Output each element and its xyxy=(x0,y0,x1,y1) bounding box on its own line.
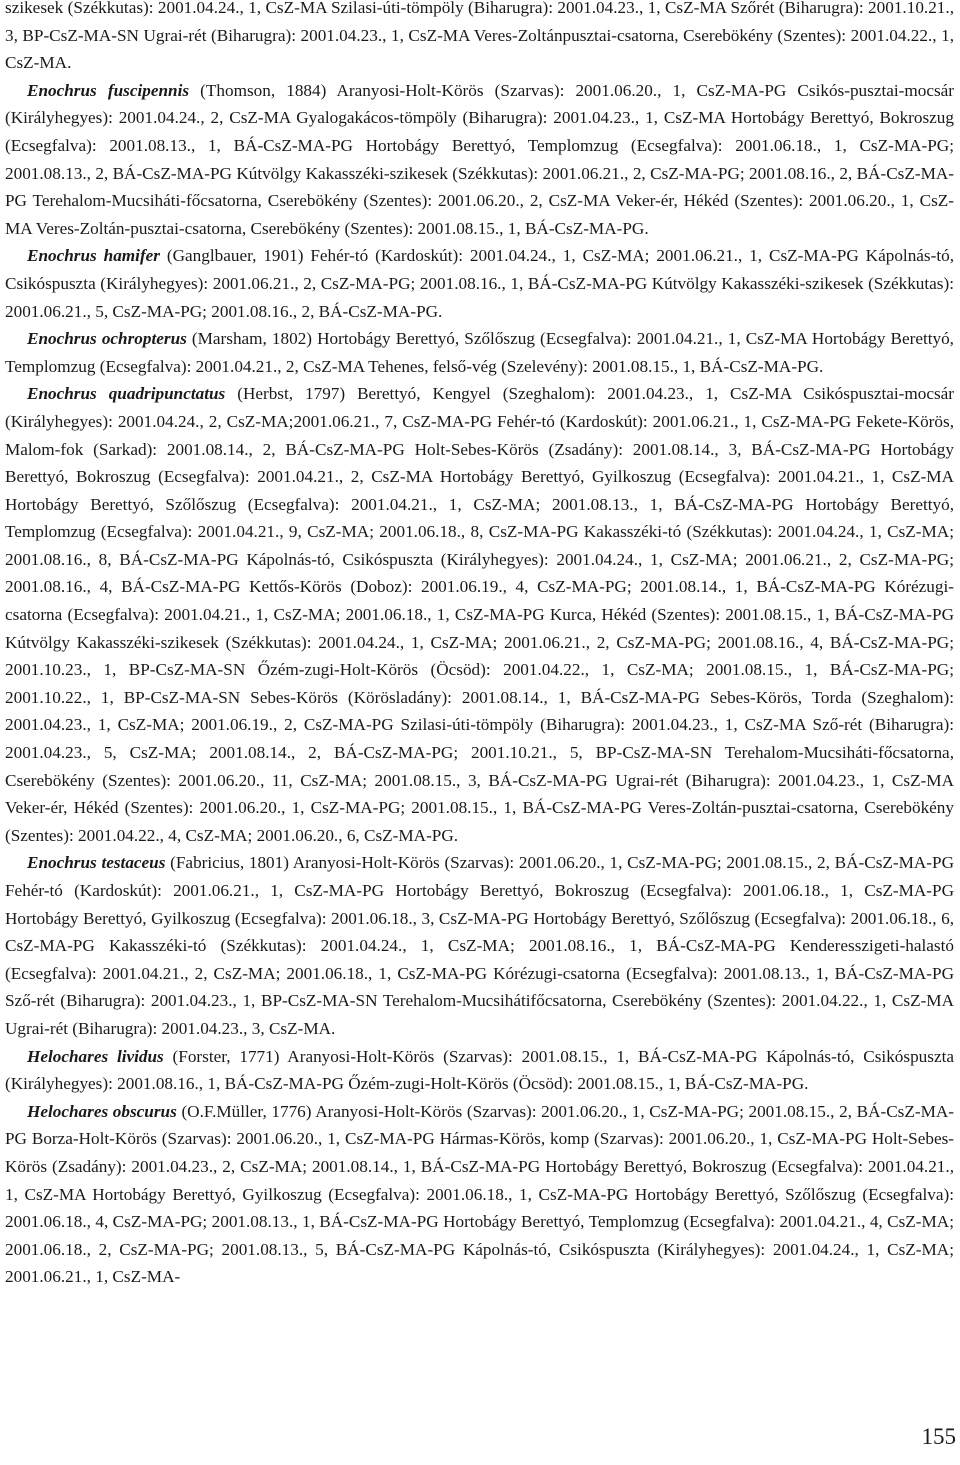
paragraph-helochares-lividus xyxy=(5,1043,954,1098)
paragraph-enochrus-testaceus xyxy=(5,849,954,1042)
species-name: Enochrus ochropterus xyxy=(27,329,187,349)
species-name: Enochrus testaceus xyxy=(27,853,166,873)
species-name: Enochrus quadripunctatus xyxy=(27,384,226,404)
paragraph-text: (Ganglbauer, 1901) Fehér-tó (Kardoskút): 2001.04.24., 1, CsZ-MA; 2001.06.21., 1, CsZ-MA-PG Kápolnás-tó, Csikóspuszta (Királyhegyes): 2001.06.21., 2, CsZ-MA-PG; 2001.08.16., 1, BÁ-CsZ-MA-PG Kútvölgy Kakasszéki-szikesek (Székkutas): 2001.06.21., 5, CsZ-MA-PG; 2001.08.16., 2, BÁ-CsZ-MA-PG. xyxy=(5,246,954,321)
paragraph-enochrus-fuscipennis xyxy=(5,77,954,243)
paragraph-enochrus-quadripunctatus xyxy=(5,380,954,849)
species-name: Enochrus fuscipennis xyxy=(27,80,190,100)
paragraph-text: szikesek (Székkutas): 2001.04.24., 1, CsZ-MA Szilasi-úti-tömpöly (Biharugra): 2001.04.23., 1, CsZ-MA Szőrét (Biharugra): 2001.10.21., 3, BP-CsZ-MA-SN Ugrai-rét (Biharugra): 2001.04.23., 1, CsZ-MA Veres-Zoltánpusztai-csatorna, Cserebökény (Szentes): 2001.04.22., 1, CsZ-MA. xyxy=(5,0,954,73)
species-name: Helochares lividus xyxy=(27,1046,164,1066)
paragraph-text: (Thomson, 1884) Aranyosi-Holt-Körös (Szarvas): 2001.06.20., 1, CsZ-MA-PG Csikós-pusztai-mocsár (Királyhegyes): 2001.04.24., 2, CsZ-MA Gyalogakácos-tömpöly (Biharugra): 2001.04.23., 1, CsZ-MA Hortobágy Berettyó, Bokroszug (Ecsegfalva): 2001.08.13., 1, BÁ-CsZ-MA-PG Hortobágy Berettyó, Templomzug (Ecsegfalva): 2001.06.18., 1, CsZ-MA-PG; 2001.08.13., 2, BÁ-CsZ-MA-PG Kútvölgy Kakasszéki-szikesek (Székkutas): 2001.06.21., 2, CsZ-MA-PG; 2001.08.16., 2, BÁ-CsZ-MA-PG Terehalom-Mucsiháti-főcsatorna, Cserebökény (Szentes): 2001.06.20., 2, CsZ-MA Veker-ér, Hékéd (Szentes): 2001.06.20., 1, CsZ-MA Veres-Zoltán-pusztai-csatorna, Cserebökény (Szentes): 2001.08.15., 1, BÁ-CsZ-MA-PG. xyxy=(5,80,954,238)
page-number: 155 xyxy=(921,1424,956,1449)
paragraph-text: (O.F.Müller, 1776) Aranyosi-Holt-Körös (Szarvas): 2001.06.20., 1, CsZ-MA-PG; 2001.08.15., 2, BÁ-CsZ-MA-PG Borza-Holt-Körös (Szarvas): 2001.06.20., 1, CsZ-MA-PG Hármas-Körös, komp (Szarvas): 2001.06.20., 1, CsZ-MA-PG Holt-Sebes-Körös (Zsadány): 2001.04.23., 2, CsZ-MA; 2001.08.14., 1, BÁ-CsZ-MA-PG Hortobágy Berettyó, Bokroszug (Ecsegfalva): 2001.04.21., 1, CsZ-MA Hortobágy Berettyó, Gyilkoszug (Ecsegfalva): 2001.06.18., 1, CsZ-MA-PG Hortobágy Berettyó, Szőlőszug (Ecsegfalva): 2001.06.18., 4, CsZ-MA-PG; 2001.08.13., 1, BÁ-CsZ-MA-PG Hortobágy Berettyó, Templomzug (Ecsegfalva): 2001.04.21., 4, CsZ-MA; 2001.06.18., 2, CsZ-MA-PG; 2001.08.13., 5, BÁ-CsZ-MA-PG Kápolnás-tó, Csikóspuszta (Királyhegyes): 2001.04.24., 1, CsZ-MA; 2001.06.21., 1, CsZ-MA- xyxy=(5,1101,954,1287)
paragraph-text: (Herbst, 1797) Berettyó, Kengyel (Szeghalom): 2001.04.23., 1, CsZ-MA Csikóspusztai-mocsár (Királyhegyes): 2001.04.24., 2, CsZ-MA;2001.06.21., 7, CsZ-MA-PG Fehér-tó (Kardoskút): 2001.06.21., 1, CsZ-MA-PG Fekete-Körös, Malom-fok (Sarkad): 2001.08.14., 2, BÁ-CsZ-MA-PG Holt-Sebes-Körös (Zsadány): 2001.08.14., 3, BÁ-CsZ-MA-PG Hortobágy Berettyó, Bokroszug (Ecsegfalva): 2001.04.21., 2, CsZ-MA Hortobágy Berettyó, Gyilkoszug (Ecsegfalva): 2001.04.21., 1, CsZ-MA Hortobágy Berettyó, Szőlőszug (Ecsegfalva): 2001.04.21., 1, CsZ-MA; 2001.08.13., 1, BÁ-CsZ-MA-PG Hortobágy Berettyó, Templomzug (Ecsegfalva): 2001.04.21., 9, CsZ-MA; 2001.06.18., 8, CsZ-MA-PG Kakasszéki-tó (Székkutas): 2001.04.24., 1, CsZ-MA; 2001.08.16., 8, BÁ-CsZ-MA-PG Kápolnás-tó, Csikóspuszta (Királyhegyes): 2001.04.24., 1, CsZ-MA; 2001.06.21., 2, CsZ-MA-PG; 2001.08.16., 4, BÁ-CsZ-MA-PG Kettős-Körös (Doboz): 2001.06.19., 4, CsZ-MA-PG; 2001.08.14., 1, BÁ-CsZ-MA-PG Kórézugi-csatorna (Ecsegfalva): 2001.04.21., 1, CsZ-MA; 2001.06.18., 1, CsZ-MA-PG Kurca, Hékéd (Szentes): 2001.08.15., 1, BÁ-CsZ-MA-PG Kútvölgy Kakasszéki-szikesek (Székkutas): 2001.04.24., 1, CsZ-MA; 2001.06.21., 2, CsZ-MA-PG; 2001.08.16., 4, BÁ-CsZ-MA-PG; 2001.10.23., 1, BP-CsZ-MA-SN Őzém-zugi-Holt-Körös (Öcsöd): 2001.04.22., 1, CsZ-MA; 2001.08.15., 1, BÁ-CsZ-MA-PG; 2001.10.22., 1, BP-CsZ-MA-SN Sebes-Körös (Körösladány): 2001.08.14., 1, BÁ-CsZ-MA-PG Sebes-Körös, Torda (Szeghalom): 2001.04.23., 1, CsZ-MA; 2001.06.19., 2, CsZ-MA-PG Szilasi-úti-tömpöly (Biharugra): 2001.04.23., 1, CsZ-MA Sző-rét (Biharugra): 2001.04.23., 5, CsZ-MA; 2001.08.14., 2, BÁ-CsZ-MA-PG; 2001.10.21., 5, BP-CsZ-MA-SN Terehalom-Mucsiháti-főcsatorna, Cserebökény (Szentes): 2001.06.20., 11, CsZ-MA; 2001.08.15., 3, BÁ-CsZ-MA-PG Ugrai-rét (Biharugra): 2001.04.23., 1, CsZ-MA Veker-ér, Hékéd (Szentes): 2001.06.20., 1, CsZ-MA-PG; 2001.08.15., 1, BÁ-CsZ-MA-PG Veres-Zoltán-pusztai-csatorna, Cserebökény (Szentes): 2001.04.22., 4, CsZ-MA; 2001.06.20., 6, CsZ-MA-PG. xyxy=(5,384,954,845)
species-name: Enochrus hamifer xyxy=(27,246,160,266)
body-text xyxy=(5,0,954,1291)
paragraph-helochares-obscurus xyxy=(5,1098,954,1291)
species-name: Helochares obscurus xyxy=(27,1101,177,1121)
paragraph-text: (Forster, 1771) Aranyosi-Holt-Körös (Szarvas): 2001.08.15., 1, BÁ-CsZ-MA-PG Kápolnás-tó, Csikóspuszta (Királyhegyes): 2001.08.16., 1, BÁ-CsZ-MA-PG Őzém-zugi-Holt-Körös (Öcsöd): 2001.08.15., 1, BÁ-CsZ-MA-PG. xyxy=(5,1046,954,1094)
paragraph-text: (Marsham, 1802) Hortobágy Berettyó, Szőlőszug (Ecsegfalva): 2001.04.21., 1, CsZ-MA Hortobágy Berettyó, Templomzug (Ecsegfalva): 2001.04.21., 2, CsZ-MA Tehenes, felső-vég (Szelevény): 2001.08.15., 1, BÁ-CsZ-MA-PG. xyxy=(5,329,954,376)
paragraph-text: (Fabricius, 1801) Aranyosi-Holt-Körös (Szarvas): 2001.06.20., 1, CsZ-MA-PG; 2001.08.15., 2, BÁ-CsZ-MA-PG Fehér-tó (Kardoskút): 2001.06.21., 1, CsZ-MA-PG Hortobágy Berettyó, Bokroszug (Ecsegfalva): 2001.06.18., 1, CsZ-MA-PG Hortobágy Berettyó, Gyilkoszug (Ecsegfalva): 2001.06.18., 3, CsZ-MA-PG Hortobágy Berettyó, Szőlőszug (Ecsegfalva): 2001.06.18., 6, CsZ-MA-PG Kakasszéki-tó (Székkutas): 2001.04.24., 1, CsZ-MA; 2001.08.16., 1, BÁ-CsZ-MA-PG Kenderesszigeti-halastó (Ecsegfalva): 2001.04.21., 2, CsZ-MA; 2001.06.18., 1, CsZ-MA-PG Kórézugi-csatorna (Ecsegfalva): 2001.08.13., 1, BÁ-CsZ-MA-PG Sző-rét (Biharugra): 2001.04.23., 1, BP-CsZ-MA-SN Terehalom-Mucsihátifőcsatorna, Cserebökény (Szentes): 2001.04.22., 1, CsZ-MA Ugrai-rét (Biharugra): 2001.04.23., 3, CsZ-MA. xyxy=(5,853,954,1038)
paragraph-enochrus-hamifer xyxy=(5,242,954,325)
paragraph-continuation xyxy=(5,0,954,77)
paragraph-enochrus-ochropterus xyxy=(5,325,954,380)
